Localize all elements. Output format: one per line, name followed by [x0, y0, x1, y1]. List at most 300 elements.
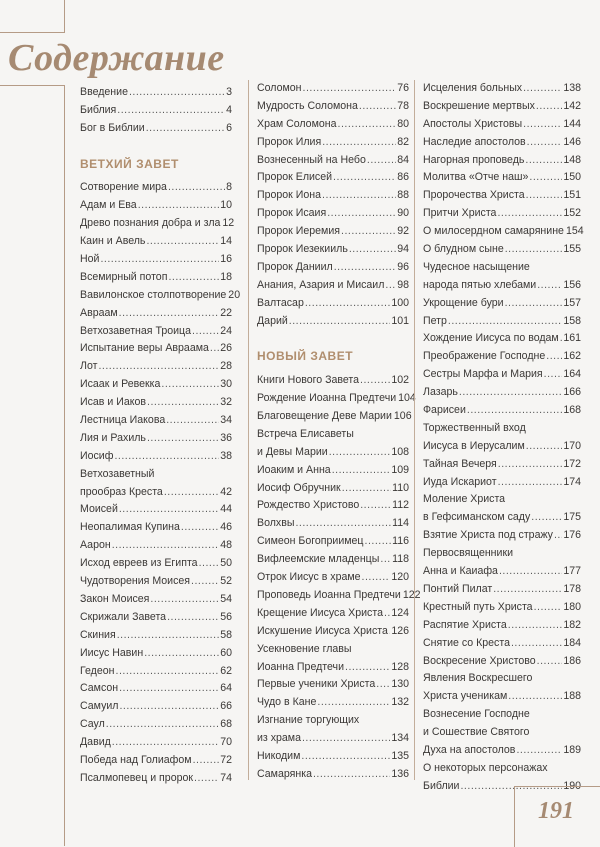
- toc-entry-title: Пророк Илия: [257, 135, 322, 148]
- toc-entry-page: 152: [563, 207, 581, 220]
- toc-entry[interactable]: [423, 98, 581, 116]
- toc-entry[interactable]: [80, 305, 232, 323]
- dot-leader: [147, 394, 219, 412]
- toc-entry-page: 126: [391, 624, 409, 637]
- toc-entry-page: 48: [220, 539, 232, 552]
- toc-column-1: [80, 84, 241, 788]
- toc-entry[interactable]: [80, 484, 232, 502]
- toc-entry[interactable]: [257, 205, 409, 223]
- dot-leader: [537, 653, 563, 671]
- toc-entry-page: 158: [563, 314, 581, 327]
- dot-leader: [523, 80, 562, 98]
- dot-leader: [448, 313, 562, 331]
- toc-entry[interactable]: [423, 295, 581, 313]
- dot-leader: [385, 277, 396, 295]
- dot-leader: [333, 169, 396, 187]
- toc-entry[interactable]: [257, 98, 409, 116]
- toc-entry-title: Библии: [423, 779, 460, 792]
- toc-entry-title: Укрощение бури: [423, 296, 504, 309]
- dot-leader: [146, 233, 219, 251]
- toc-entry-title: Исход евреев из Египта: [80, 557, 198, 570]
- dot-leader: [499, 563, 562, 581]
- toc-entry[interactable]: [257, 259, 409, 277]
- dot-leader: [289, 313, 391, 331]
- toc-entry[interactable]: [80, 627, 232, 645]
- toc-entry[interactable]: [423, 116, 581, 134]
- toc-entry[interactable]: [423, 581, 581, 599]
- toc-entry-page: 184: [563, 636, 581, 649]
- toc-entry-page: 98: [397, 278, 409, 291]
- toc-entry[interactable]: [423, 563, 581, 581]
- dot-leader: [380, 551, 391, 569]
- toc-entry[interactable]: [80, 340, 232, 358]
- toc-entry-page: 28: [220, 360, 232, 373]
- toc-entry-page: 88: [397, 189, 409, 202]
- toc-entry[interactable]: [257, 587, 421, 605]
- toc-entry-title-line: Первосвященники: [423, 547, 514, 560]
- toc-entry-page: 161: [563, 332, 581, 345]
- dot-leader: [527, 134, 563, 152]
- toc-entry-title: Аарон: [80, 539, 111, 552]
- toc-entry-title: Исцеления больных: [423, 82, 523, 94]
- toc-entry-title: Пророчества Христа: [423, 189, 525, 202]
- dot-leader: [302, 730, 390, 748]
- toc-entry[interactable]: [423, 653, 581, 671]
- toc-entry-page: 82: [397, 135, 409, 148]
- toc-entry[interactable]: [257, 730, 409, 748]
- toc-entry-title: Христа ученикам: [423, 690, 508, 703]
- dot-leader: [161, 376, 219, 394]
- toc-entry[interactable]: [80, 555, 232, 573]
- dot-leader: [129, 84, 225, 102]
- dot-leader: [147, 430, 219, 448]
- toc-entry-page: 74: [220, 771, 232, 784]
- toc-entry[interactable]: [423, 402, 581, 420]
- toc-entry-title: и Девы Марии: [257, 445, 328, 458]
- dot-leader: [498, 474, 563, 492]
- toc-entry[interactable]: [80, 358, 232, 376]
- toc-entry-title-line: Вознесение Господне: [423, 708, 530, 721]
- section-heading-new-testament: НОВЫЙ ЗАВЕТ: [257, 349, 354, 364]
- toc-entry[interactable]: [423, 80, 581, 98]
- toc-entry-page: 128: [391, 660, 409, 673]
- toc-entry-title-line: Явления Воскресшего: [423, 672, 533, 685]
- toc-entry[interactable]: [423, 617, 581, 635]
- toc-entry-title: Бог в Библии: [80, 121, 145, 134]
- dot-leader: [526, 438, 563, 456]
- dot-leader: [537, 277, 562, 295]
- toc-entry-title: Фарисеи: [423, 404, 466, 417]
- toc-entry-page: 175: [563, 511, 581, 524]
- dot-leader: [303, 80, 397, 98]
- toc-entry-title: Валтасар: [257, 296, 304, 309]
- toc-entry-page: 102: [391, 374, 409, 387]
- toc-entry-title: Пророк Елисей: [257, 171, 333, 184]
- dot-leader: [525, 152, 562, 170]
- dot-leader: [493, 581, 562, 599]
- toc-entry-title: Крестный путь Христа: [423, 600, 533, 613]
- dot-leader: [114, 448, 219, 466]
- toc-entry[interactable]: [257, 241, 409, 259]
- toc-entry[interactable]: [80, 120, 232, 138]
- toc-entry-page: 26: [220, 342, 232, 355]
- toc-entry[interactable]: [257, 444, 409, 462]
- toc-entry-page: 100: [391, 296, 409, 309]
- toc-entry[interactable]: [80, 323, 232, 341]
- toc-entry-title: Распятие Христа: [423, 618, 507, 631]
- dot-leader: [146, 120, 225, 138]
- toc-entry[interactable]: [80, 680, 232, 698]
- toc-entry[interactable]: [80, 448, 232, 466]
- dot-leader: [193, 752, 220, 770]
- toc-entry-title: Петр: [423, 314, 447, 327]
- toc-entry-page: 178: [563, 582, 581, 595]
- dot-leader: [508, 688, 562, 706]
- toc-entry-title: Нагорная проповедь: [423, 153, 525, 166]
- toc-entry[interactable]: [80, 609, 232, 627]
- toc-entry-title: Всемирный потоп: [80, 270, 168, 283]
- toc-entry-page: 60: [220, 646, 232, 659]
- decorative-frame-top: [0, 0, 65, 33]
- toc-entry[interactable]: [80, 376, 232, 394]
- dot-leader: [531, 509, 562, 527]
- toc-entry[interactable]: [80, 430, 232, 448]
- toc-entry-page: 118: [392, 553, 409, 566]
- toc-entry-title: Благовещение Деве Марии: [257, 410, 392, 423]
- dot-leader: [560, 330, 563, 348]
- toc-entry-title: Пророк Иезекииль: [257, 243, 348, 256]
- toc-entry-page: 78: [397, 99, 409, 112]
- dot-leader: [367, 152, 396, 170]
- dot-leader: [534, 599, 563, 617]
- dot-leader: [332, 462, 391, 480]
- toc-entry[interactable]: [80, 394, 232, 412]
- toc-entry[interactable]: [257, 313, 409, 331]
- toc-entry[interactable]: [423, 134, 581, 152]
- toc-entry[interactable]: [257, 390, 416, 408]
- toc-entry-title: Древо познания добра и зла: [80, 217, 221, 230]
- toc-entry[interactable]: [80, 269, 232, 287]
- dot-leader: [516, 742, 562, 760]
- toc-entry-page: 10: [220, 199, 232, 212]
- toc-entry[interactable]: [80, 770, 232, 788]
- dot-leader: [523, 116, 562, 134]
- toc-entry[interactable]: [80, 287, 241, 305]
- toc-entry-title: Иисуса в Иерусалим: [423, 439, 525, 452]
- toc-entry[interactable]: [257, 223, 409, 241]
- toc-entry-title-line: О некоторых персонажах: [423, 761, 548, 774]
- toc-entry-page: 6: [226, 121, 232, 134]
- toc-entry-page: 186: [563, 654, 581, 667]
- dot-leader: [359, 98, 396, 116]
- toc-entry[interactable]: [257, 605, 409, 623]
- toc-entry-title: Притчи Христа: [423, 207, 497, 220]
- toc-entry-title: Крещение Иисуса Христа: [257, 606, 383, 619]
- toc-entry-title: Иосиф: [80, 449, 114, 462]
- toc-entry-page: 122: [402, 588, 421, 601]
- toc-entry-page: 130: [391, 678, 409, 691]
- toc-entry-title: Тайная Вечеря: [423, 457, 497, 470]
- toc-entry-title: Давид: [80, 736, 111, 749]
- toc-entry-title: Сестры Марфа и Мария: [423, 368, 543, 381]
- toc-entry-page: 146: [563, 135, 581, 148]
- toc-entry[interactable]: [80, 698, 232, 716]
- toc-entry-title-line: Изгнание торгующих: [257, 714, 360, 727]
- toc-entry-page: 86: [397, 171, 409, 184]
- toc-entry-title: Чудотворения Моисея: [80, 575, 191, 588]
- dot-leader: [498, 456, 563, 474]
- toc-entry[interactable]: [257, 766, 409, 784]
- toc-entry-page: 144: [563, 117, 581, 130]
- toc-entry[interactable]: [423, 384, 581, 402]
- dot-leader: [342, 480, 391, 498]
- dot-leader: [536, 98, 562, 116]
- toc-entry-page: 155: [563, 243, 581, 256]
- dot-leader: [322, 187, 396, 205]
- toc-entry-page: 68: [220, 718, 232, 731]
- toc-entry-title: Скиния: [80, 628, 116, 641]
- toc-entry[interactable]: [257, 169, 409, 187]
- dot-leader: [181, 519, 219, 537]
- toc-entry-page: 24: [220, 324, 232, 337]
- dot-leader: [338, 116, 397, 134]
- toc-entry[interactable]: [80, 519, 232, 537]
- toc-entry-page: 76: [397, 82, 409, 94]
- toc-entry-title: Никодим: [257, 749, 301, 762]
- toc-entry-page: 164: [563, 368, 581, 381]
- toc-column-2: [248, 80, 421, 780]
- toc-entry-page: 154: [565, 225, 584, 238]
- dot-leader: [106, 716, 219, 734]
- dot-leader: [360, 497, 391, 515]
- toc-entry[interactable]: [257, 408, 412, 426]
- dot-leader: [98, 358, 219, 376]
- toc-entry[interactable]: [423, 438, 581, 456]
- toc-entry-title: Авраам: [80, 306, 118, 319]
- toc-entry-title: Самуил: [80, 700, 119, 713]
- toc-entry-title: Рождество Христово: [257, 499, 360, 512]
- toc-entry-page: 22: [220, 306, 232, 319]
- dot-leader: [526, 187, 563, 205]
- toc-entry-page: 18: [220, 270, 232, 283]
- toc-entry[interactable]: [423, 313, 581, 331]
- toc-entry-title-line: Ветхозаветный: [80, 467, 155, 480]
- toc-entry-title: Духа на апостолов: [423, 743, 516, 756]
- toc-entry[interactable]: [80, 102, 232, 120]
- toc-entry[interactable]: [257, 462, 409, 480]
- toc-entry-page: 66: [220, 700, 232, 713]
- toc-entry-title-line: Моление Христа: [423, 493, 506, 506]
- toc-entry-page: 168: [563, 404, 581, 417]
- toc-entry[interactable]: [257, 277, 409, 295]
- toc-entry[interactable]: [80, 663, 232, 681]
- section-heading-old-testament: ВЕТХИЙ ЗАВЕТ: [80, 156, 179, 171]
- toc-entry-title: Пророк Даниил: [257, 260, 333, 273]
- toc-entry[interactable]: [423, 742, 581, 760]
- toc-entry-title: Анания, Азария и Мисаил: [257, 278, 385, 291]
- toc-entry[interactable]: [423, 152, 581, 170]
- toc-entry-page: 174: [563, 475, 581, 488]
- toc-entry[interactable]: [257, 551, 409, 569]
- toc-entry-title: Взятие Христа под стражу: [423, 529, 553, 542]
- toc-entry[interactable]: [80, 716, 232, 734]
- toc-entry[interactable]: [257, 623, 409, 641]
- toc-entry[interactable]: [257, 748, 409, 766]
- toc-entry[interactable]: [257, 372, 409, 390]
- toc-entry-page: 80: [397, 117, 409, 130]
- toc-entry-page: 92: [397, 225, 409, 238]
- toc-entry-title: Воскрешение мертвых: [423, 99, 535, 112]
- toc-entry-title: Победа над Голиафом: [80, 753, 192, 766]
- dot-leader: [112, 537, 219, 555]
- toc-entry-page: 46: [220, 521, 232, 534]
- toc-entry-page: 104: [398, 392, 416, 405]
- toc-entry-title: Лестница Иакова: [80, 414, 166, 427]
- toc-entry-page: 109: [391, 463, 409, 476]
- toc-entry[interactable]: [423, 330, 581, 348]
- toc-entry[interactable]: [80, 501, 232, 519]
- toc-entry-title: Мудрость Соломона: [257, 99, 358, 112]
- toc-entry[interactable]: [423, 241, 581, 259]
- dot-leader: [327, 205, 396, 223]
- toc-entry-page: 142: [563, 99, 581, 112]
- toc-entry[interactable]: [257, 116, 409, 134]
- dot-leader: [191, 573, 219, 591]
- toc-entry-title: Введение: [80, 86, 128, 98]
- toc-entry[interactable]: [257, 569, 409, 587]
- dot-leader: [168, 269, 219, 287]
- toc-entry[interactable]: [80, 84, 232, 102]
- toc-entry-page: 177: [563, 565, 581, 578]
- toc-entry-title: Закон Моисея: [80, 592, 150, 605]
- toc-entry[interactable]: [80, 197, 232, 215]
- toc-entry[interactable]: [80, 752, 232, 770]
- toc-entry-page: 114: [392, 517, 409, 530]
- toc-entry-title: Сотворение мира: [80, 181, 167, 194]
- toc-entry-page: 162: [563, 350, 581, 363]
- toc-entry-page: 20: [228, 288, 241, 301]
- toc-entry[interactable]: [423, 635, 581, 653]
- toc-entry-page: 136: [391, 767, 409, 780]
- toc-entry[interactable]: [423, 169, 581, 187]
- toc-entry[interactable]: [257, 515, 409, 533]
- toc-entry-title: из храма: [257, 732, 301, 745]
- toc-entry[interactable]: [423, 509, 581, 527]
- dot-leader: [529, 169, 562, 187]
- toc-entry-title: Исаак и Ревекка: [80, 378, 161, 391]
- dot-leader: [112, 734, 219, 752]
- toc-entry[interactable]: [80, 734, 232, 752]
- toc-entry[interactable]: [257, 694, 409, 712]
- toc-entry[interactable]: [257, 659, 409, 677]
- toc-entry[interactable]: [80, 179, 232, 197]
- toc-entry[interactable]: [257, 80, 409, 98]
- dot-leader: [365, 533, 392, 551]
- toc-entry[interactable]: [80, 233, 232, 251]
- toc-entry-title: Лия и Рахиль: [80, 431, 146, 444]
- toc-entry[interactable]: [257, 533, 409, 551]
- decorative-frame-left: [0, 85, 65, 846]
- page-title: Содержание: [8, 37, 225, 79]
- toc-entry-title: Искушение Иисуса Христа: [257, 624, 388, 637]
- toc-entry[interactable]: [423, 474, 581, 492]
- toc-entry[interactable]: [257, 187, 409, 205]
- toc-entry-page: 120: [391, 571, 409, 584]
- dot-leader: [505, 295, 563, 313]
- toc-entry[interactable]: [423, 688, 581, 706]
- toc-entry[interactable]: [257, 497, 409, 515]
- toc-entry-page: 180: [563, 600, 581, 613]
- toc-entry-page: 94: [397, 243, 409, 256]
- toc-entry[interactable]: [80, 537, 232, 555]
- toc-entry-title-line: Торжественный вход: [423, 421, 526, 434]
- dot-leader: [389, 623, 390, 641]
- dot-leader: [546, 348, 562, 366]
- toc-entry-title: Рождение Иоанна Предтечи: [257, 392, 397, 405]
- toc-entry-title: Пророк Иеремия: [257, 225, 340, 238]
- toc-entry[interactable]: [423, 277, 581, 295]
- toc-entry-title: Неопалимая Купина: [80, 521, 180, 534]
- toc-entry[interactable]: [423, 366, 581, 384]
- toc-entry-title: Самарянка: [257, 767, 312, 780]
- toc-entry[interactable]: [80, 573, 232, 591]
- toc-entry[interactable]: [423, 187, 581, 205]
- toc-entry-page: 124: [391, 606, 409, 619]
- toc-entry-title: Иоаким и Анна: [257, 463, 331, 476]
- dot-leader: [362, 569, 391, 587]
- toc-entry[interactable]: [423, 205, 581, 223]
- toc-entry[interactable]: [423, 599, 581, 617]
- toc-entry-page: 188: [563, 690, 581, 703]
- toc-entry-page: 176: [563, 529, 581, 542]
- toc-entry-page: 52: [220, 575, 232, 588]
- dot-leader: [322, 134, 396, 152]
- dot-leader: [116, 663, 220, 681]
- toc-entry-title: в Гефсиманском саду: [423, 511, 531, 524]
- toc-entry[interactable]: [423, 223, 584, 241]
- toc-entry[interactable]: [80, 645, 232, 663]
- toc-entry[interactable]: [257, 676, 409, 694]
- dot-leader: [313, 766, 390, 784]
- toc-entry-page: 84: [397, 153, 409, 166]
- toc-entry-page: 3: [226, 86, 232, 98]
- toc-entry-page: 50: [220, 557, 232, 570]
- toc-entry-title: Первые ученики Христа: [257, 678, 376, 691]
- toc-entry[interactable]: [80, 412, 232, 430]
- dot-leader: [150, 591, 219, 609]
- toc-entry[interactable]: [257, 295, 409, 313]
- toc-entry[interactable]: [80, 215, 235, 233]
- toc-entry[interactable]: [423, 456, 581, 474]
- toc-entry[interactable]: [423, 348, 581, 366]
- toc-entry[interactable]: [80, 591, 232, 609]
- toc-entry-title: О милосердном самарянине: [423, 225, 564, 238]
- dot-leader: [329, 444, 391, 462]
- toc-entry[interactable]: [80, 251, 232, 269]
- toc-entry[interactable]: [257, 134, 409, 152]
- toc-entry[interactable]: [257, 480, 409, 498]
- toc-entry-title: Понтий Пилат: [423, 582, 493, 595]
- toc-entry-title: Снятие со Креста: [423, 636, 510, 649]
- dot-leader: [467, 402, 562, 420]
- toc-entry-page: 132: [391, 696, 409, 709]
- dot-leader: [199, 555, 220, 573]
- dot-leader: [100, 251, 219, 269]
- toc-entry-title: Анна и Каиафа: [423, 565, 498, 578]
- toc-entry-title: Хождение Иисуса по водам: [423, 332, 559, 345]
- toc-entry[interactable]: [423, 527, 581, 545]
- toc-entry[interactable]: [257, 152, 409, 170]
